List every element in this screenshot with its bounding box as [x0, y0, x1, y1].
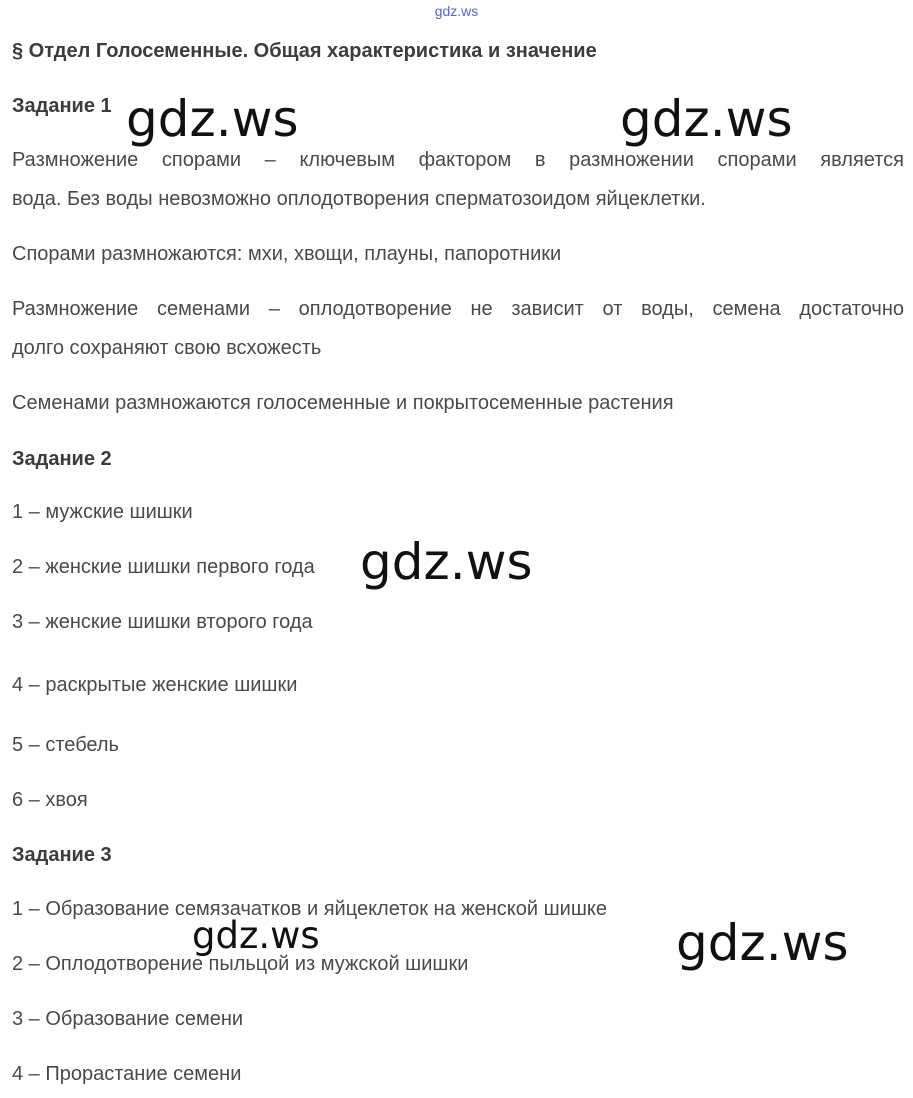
- task2-heading: Задание 2: [12, 448, 112, 470]
- site-mark: gdz.ws: [434, 3, 479, 19]
- task1-line: вода. Без воды невозможно оплодотворения сперматозоидом яйцеклетки.: [12, 188, 706, 210]
- task2-item: 1 – мужские шишки: [12, 501, 193, 523]
- task1-line: Семенами размножаются голосеменные и покрытосеменные растения: [12, 392, 674, 414]
- task1-line: Спорами размножаются: мхи, хвощи, плауны, папоротники: [12, 243, 562, 265]
- watermark: gdz.ws: [676, 914, 849, 972]
- task2-item: 3 – женские шишки второго года: [12, 611, 313, 633]
- page-title: § Отдел Голосеменные. Общая характеристика и значение: [12, 40, 597, 62]
- task1-line: Размножение семенами – оплодотворение не зависит от воды, семена достаточно: [12, 298, 904, 320]
- task3-heading: Задание 3: [12, 844, 112, 866]
- task2-item: 2 – женские шишки первого года: [12, 556, 315, 578]
- task3-item: 3 – Образование семени: [12, 1008, 244, 1030]
- task3-item: 4 – Прорастание семени: [12, 1063, 242, 1085]
- task3-item: 2 – Оплодотворение пыльцой из мужской шишки: [12, 953, 469, 975]
- task1-line: Размножение спорами – ключевым фактором в размножении спорами является: [12, 149, 904, 171]
- task2-item: 6 – хвоя: [12, 789, 88, 811]
- watermark: gdz.ws: [126, 90, 299, 148]
- task2-item: 4 – раскрытые женские шишки: [12, 674, 298, 696]
- task2-item: 5 – стебель: [12, 734, 119, 756]
- task3-item: 1 – Образование семязачатков и яйцеклеток на женской шишке: [12, 898, 607, 920]
- task1-heading: Задание 1: [12, 95, 112, 117]
- watermark: gdz.ws: [192, 914, 320, 957]
- task1-line: долго сохраняют свою всхожесть: [12, 337, 322, 359]
- watermark: gdz.ws: [620, 90, 793, 148]
- watermark: gdz.ws: [360, 533, 533, 591]
